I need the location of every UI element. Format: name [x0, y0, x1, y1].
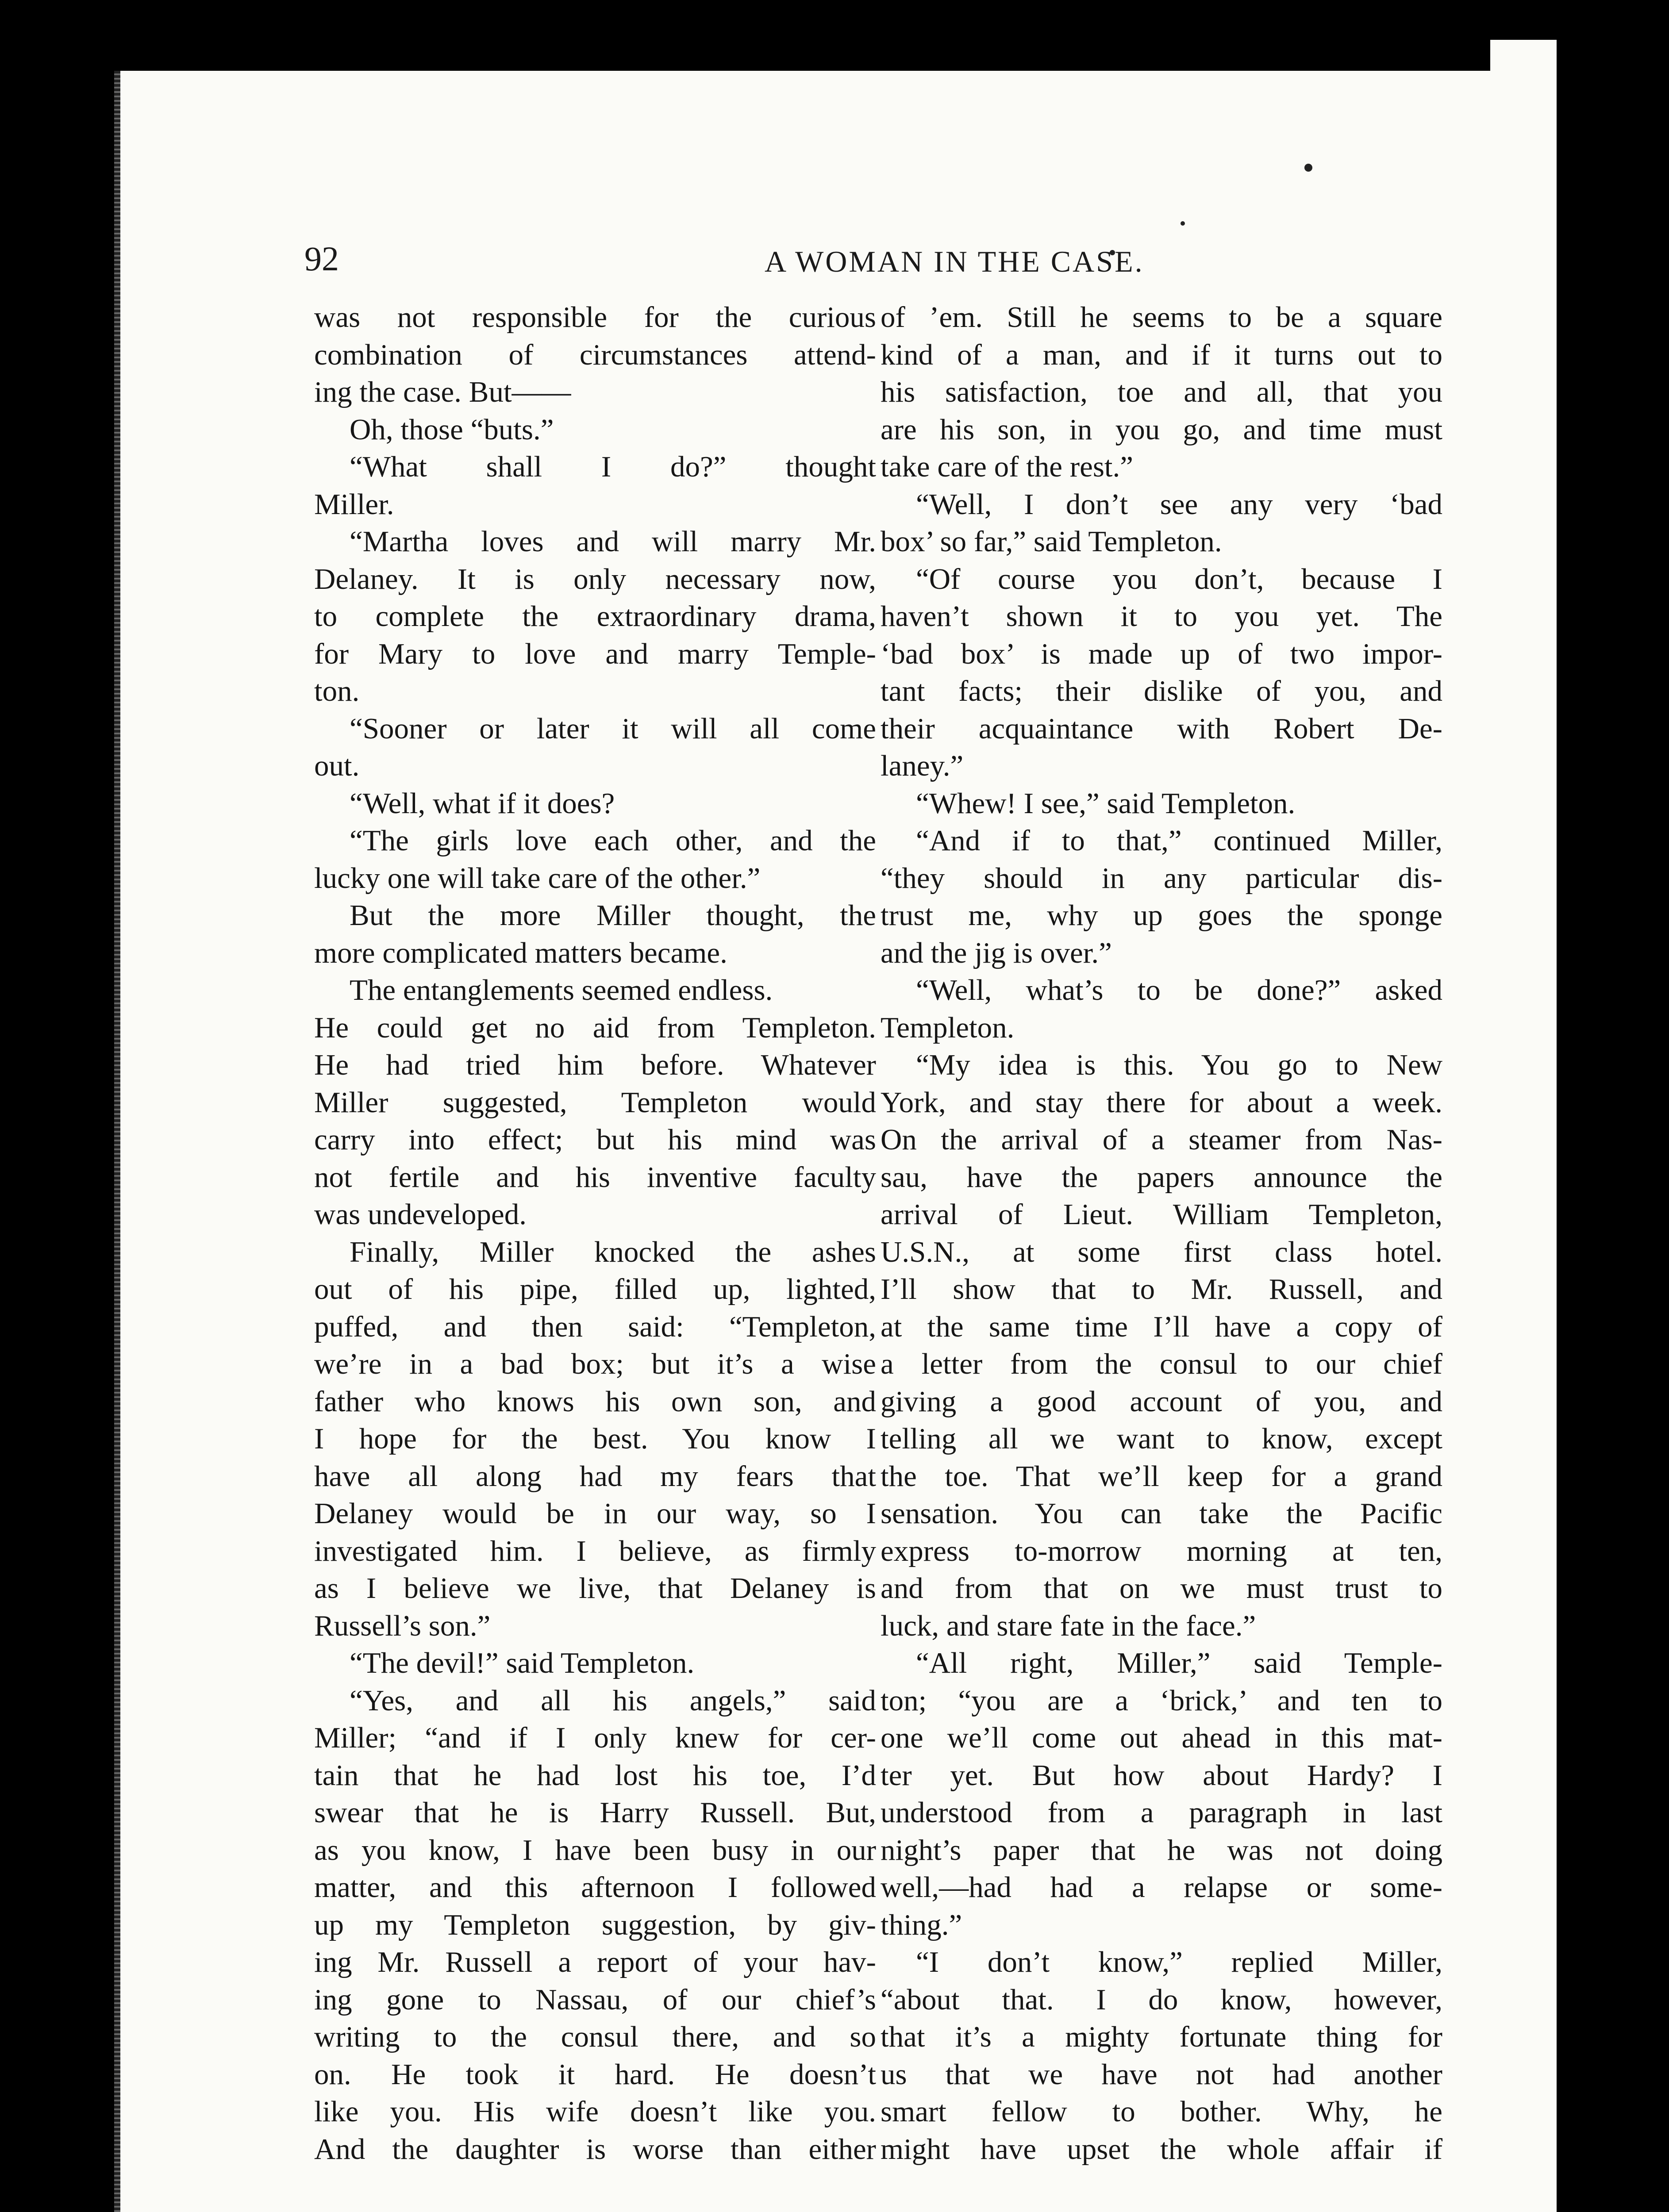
- text-line: swear that he is Harry Russell. But,: [314, 1796, 876, 1829]
- text-line: smart fellow to bother. Why, he: [881, 2095, 1442, 2128]
- text-line: well,—had had a relapse or some-: [881, 1871, 1442, 1904]
- text-line: “The devil!” said Templeton.: [350, 1647, 695, 1679]
- text-line: are his son, in you go, and time must: [881, 413, 1442, 446]
- text-line: Miller suggested, Templeton would: [314, 1086, 876, 1119]
- text-line: I hope for the best. You know I: [314, 1422, 876, 1455]
- text-line: combination of circumstances attend-: [314, 338, 876, 371]
- text-line: as you know, I have been busy in our: [314, 1833, 876, 1866]
- text-line: sensation. You can take the Pacific: [881, 1497, 1442, 1530]
- text-line: And the daughter is worse than either: [314, 2132, 876, 2166]
- text-line: “I don’t know,” replied Miller,: [916, 1946, 1442, 1978]
- text-line: night’s paper that he was not doing: [881, 1833, 1442, 1866]
- text-line: one we’ll come out ahead in this mat-: [881, 1721, 1442, 1754]
- text-line: us that we have not had another: [881, 2058, 1442, 2091]
- text-line: a letter from the consul to our chief: [881, 1348, 1442, 1380]
- text-line: luck, and stare fate in the face.”: [881, 1609, 1256, 1642]
- text-line: On the arrival of a steamer from Nas-: [881, 1123, 1442, 1156]
- text-line: The entanglements seemed endless.: [350, 974, 773, 1006]
- text-line: more complicated matters became.: [314, 936, 727, 969]
- text-line: laney.”: [881, 749, 964, 782]
- text-line: was undeveloped.: [314, 1198, 527, 1231]
- text-line: sau, have the papers announce the: [881, 1160, 1442, 1194]
- text-line: his satisfaction, toe and all, that you: [881, 376, 1442, 408]
- text-line: take care of the rest.”: [881, 450, 1134, 483]
- text-line: out of his pipe, filled up, lighted,: [314, 1273, 876, 1306]
- right-text-column: [881, 299, 1442, 2168]
- text-line: understood from a paragraph in last: [881, 1796, 1442, 1829]
- text-line: ing gone to Nassau, of our chief’s: [314, 1983, 876, 2016]
- text-line: the toe. That we’ll keep for a grand: [881, 1459, 1442, 1493]
- text-line: at the same time I’ll have a copy of: [881, 1310, 1442, 1343]
- text-line: “Yes, and all his angels,” said: [350, 1684, 876, 1717]
- binding-edge: [114, 71, 120, 2212]
- text-line: “about that. I do know, however,: [881, 1983, 1442, 2016]
- text-line: Russell’s son.”: [314, 1609, 491, 1642]
- text-line: out.: [314, 749, 360, 782]
- text-line: Oh, those “buts.”: [350, 413, 554, 446]
- text-line: of ’em. Still he seems to be a square: [881, 301, 1442, 334]
- text-line: that it’s a mighty fortunate thing for: [881, 2020, 1442, 2053]
- text-line: and from that on we must trust to: [881, 1572, 1442, 1605]
- ink-speck: [1304, 164, 1312, 172]
- text-line: I’ll show that to Mr. Russell, and: [881, 1273, 1442, 1306]
- text-line: Templeton.: [881, 1011, 1015, 1044]
- text-line: “Well, what’s to be done?” asked: [916, 974, 1442, 1006]
- running-title: A WOMAN IN THE CASE.: [765, 245, 1144, 278]
- text-line: express to-morrow morning at ten,: [881, 1534, 1442, 1567]
- text-line: haven’t shown it to you yet. The: [881, 600, 1442, 633]
- text-line: He could get no aid from Templeton.: [314, 1011, 876, 1044]
- text-line: Miller.: [314, 488, 394, 521]
- text-line: box’ so far,” said Templeton.: [881, 525, 1222, 558]
- text-line: ter yet. But how about Hardy? I: [881, 1759, 1442, 1792]
- text-line: investigated him. I believe, as firmly: [314, 1534, 876, 1567]
- text-line: ing the case. But——: [314, 376, 571, 408]
- text-line: matter, and this afternoon I followed: [314, 1871, 876, 1904]
- text-line: and the jig is over.”: [881, 936, 1112, 969]
- text-line: puffed, and then said: “Templeton,: [314, 1310, 876, 1343]
- text-line: tant facts; their dislike of you, and: [881, 675, 1442, 707]
- text-line: Delaney. It is only necessary now,: [314, 562, 876, 595]
- text-line: “And if to that,” continued Miller,: [916, 824, 1442, 857]
- left-text-column: [314, 299, 876, 2168]
- text-line: “they should in any particular dis-: [881, 861, 1442, 895]
- text-line: on. He took it hard. He doesn’t: [314, 2058, 876, 2091]
- text-line: “Of course you don’t, because I: [916, 562, 1442, 595]
- text-line: U.S.N., at some first class hotel.: [881, 1235, 1442, 1268]
- page-number: 92: [304, 239, 339, 278]
- text-line: their acquaintance with Robert De-: [881, 712, 1442, 745]
- text-line: ton; “you are a ‘brick,’ and ten to: [881, 1684, 1442, 1717]
- running-header: [304, 239, 1265, 292]
- text-line: to complete the extraordinary drama,: [314, 600, 876, 633]
- text-line: “What shall I do?” thought: [350, 450, 876, 483]
- text-line: have all along had my fears that: [314, 1459, 876, 1493]
- text-line: “Sooner or later it will all come: [350, 712, 876, 745]
- text-line: as I believe we live, that Delaney is: [314, 1572, 876, 1605]
- text-line: ‘bad box’ is made up of two impor-: [881, 637, 1442, 670]
- text-line: carry into effect; but his mind was: [314, 1123, 876, 1156]
- text-line: “The girls love each other, and the: [350, 824, 876, 857]
- text-line: might have upset the whole affair if: [881, 2132, 1442, 2166]
- text-line: “My idea is this. You go to New: [916, 1048, 1442, 1081]
- text-line: Miller; “and if I only knew for cer-: [314, 1721, 876, 1754]
- text-line: for Mary to love and marry Temple-: [314, 637, 876, 670]
- text-line: kind of a man, and if it turns out to: [881, 338, 1442, 371]
- text-line: “Whew! I see,” said Templeton.: [916, 787, 1296, 820]
- text-line: York, and stay there for about a week.: [881, 1086, 1442, 1119]
- text-line: trust me, why up goes the sponge: [881, 899, 1442, 932]
- text-line: thing.”: [881, 1908, 962, 1941]
- text-line: “Well, what if it does?: [350, 787, 615, 820]
- text-line: But the more Miller thought, the: [350, 899, 876, 932]
- text-line: “Well, I don’t see any very ‘bad: [916, 488, 1442, 521]
- text-line: not fertile and his inventive faculty: [314, 1160, 876, 1194]
- text-line: Delaney would be in our way, so I: [314, 1497, 876, 1530]
- facing-page-edge: [1490, 40, 1557, 2212]
- text-line: giving a good account of you, and: [881, 1385, 1442, 1418]
- text-line: we’re in a bad box; but it’s a wise: [314, 1348, 876, 1380]
- text-line: ing Mr. Russell a report of your hav-: [314, 1946, 876, 1978]
- text-line: tain that he had lost his toe, I’d: [314, 1759, 876, 1792]
- text-line: was not responsible for the curious: [314, 301, 876, 334]
- text-line: lucky one will take care of the other.”: [314, 861, 761, 895]
- text-line: Finally, Miller knocked the ashes: [350, 1235, 876, 1268]
- text-line: “Martha loves and will marry Mr.: [350, 525, 876, 558]
- text-line: father who knows his own son, and: [314, 1385, 876, 1418]
- text-line: “All right, Miller,” said Temple-: [916, 1647, 1442, 1679]
- text-line: ton.: [314, 675, 360, 707]
- text-line: arrival of Lieut. William Templeton,: [881, 1198, 1442, 1231]
- text-line: telling all we want to know, except: [881, 1422, 1442, 1455]
- ink-speck: [1181, 221, 1185, 226]
- text-line: up my Templeton suggestion, by giv-: [314, 1908, 876, 1941]
- text-line: writing to the consul there, and so: [314, 2020, 876, 2053]
- text-line: He had tried him before. Whatever: [314, 1048, 876, 1081]
- text-line: like you. His wife doesn’t like you.: [314, 2095, 876, 2128]
